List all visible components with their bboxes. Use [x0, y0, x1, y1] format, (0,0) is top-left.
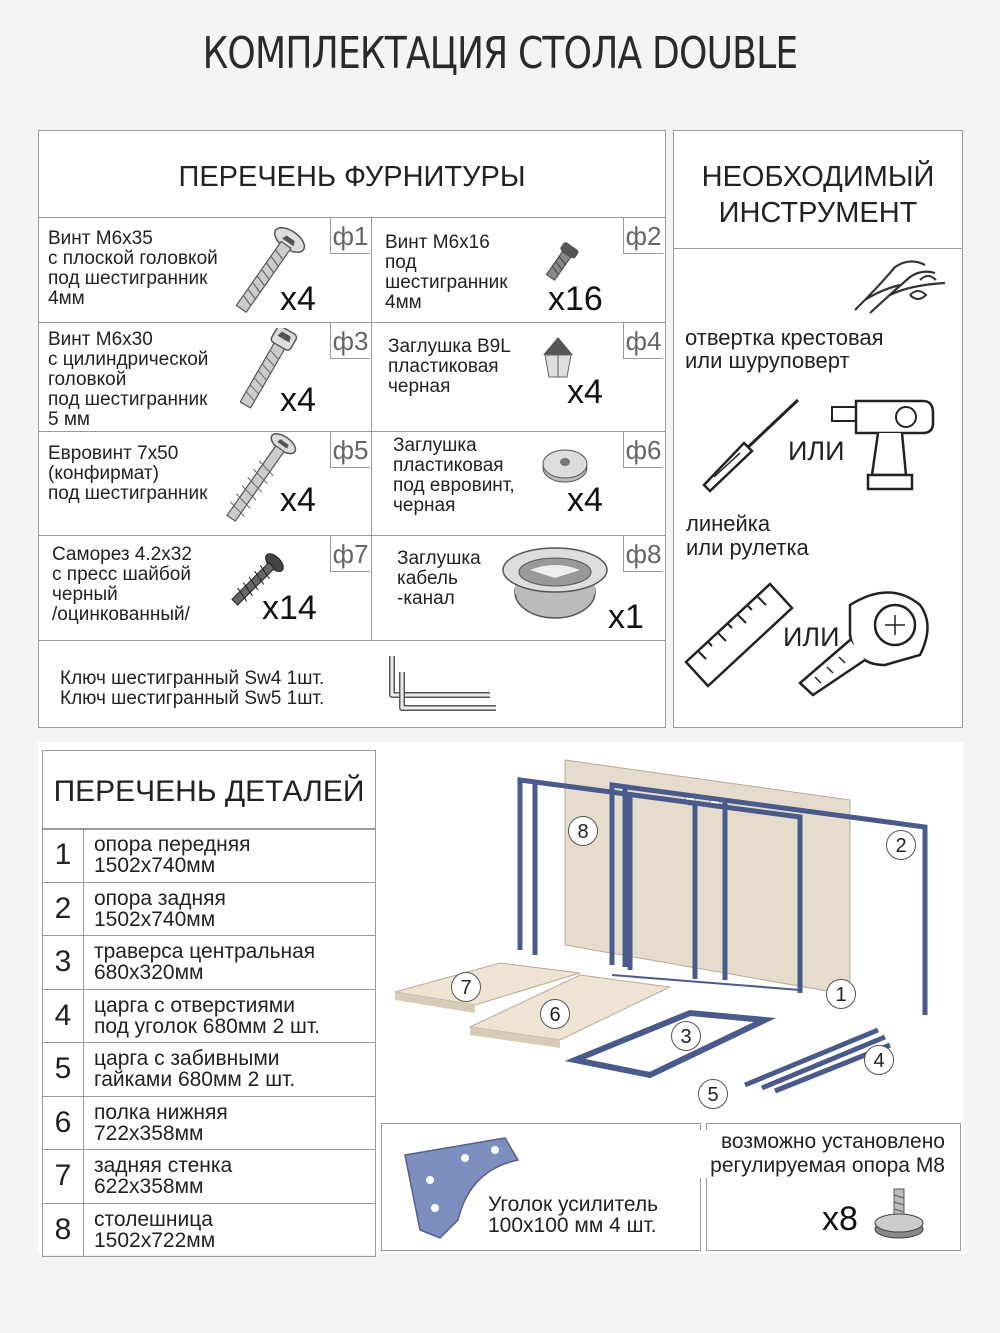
part-description: опора передняя 1502х740мм: [84, 829, 376, 883]
hex-key-icon: [380, 650, 500, 715]
item-text: Винт М6х16 под шестигранник 4мм: [385, 232, 508, 313]
item-code: ф3: [330, 323, 370, 359]
item-text: Саморез 4.2х32 с пресс шайбой черный /оцинкованный/: [52, 544, 192, 625]
table-row: [43, 989, 376, 1043]
cylinder-head-screw-icon: [240, 328, 310, 416]
part-label: 6: [540, 999, 570, 1029]
item-text: Винт М6х30 с цилиндрической головкой под шестигранник 5 мм: [48, 329, 209, 430]
eurobolt-icon: [220, 430, 310, 530]
part-number: 4: [43, 989, 84, 1043]
or-label: ИЛИ: [788, 436, 845, 466]
flat-head-screw-icon: [232, 222, 312, 317]
table-row: [43, 936, 376, 990]
item-qty: x4: [567, 373, 603, 411]
part-description: опора задняя 1502х740мм: [84, 882, 376, 936]
item-qty: x14: [262, 589, 317, 627]
part-label: 1: [826, 979, 856, 1009]
table-row: [43, 829, 376, 883]
item-code: ф5: [330, 432, 370, 468]
page-title: КОМПЛЕКТАЦИЯ СТОЛА DOUBLE: [202, 28, 798, 79]
item-qty: x4: [567, 481, 603, 519]
part-label: 8: [568, 816, 598, 846]
foot-qty: x8: [822, 1200, 858, 1238]
item-code: ф2: [623, 218, 663, 254]
part-description: столешница 1502х722мм: [84, 1203, 376, 1257]
parts-header-box: [42, 750, 376, 830]
hardware-header: ПЕРЕЧЕНЬ ФУРНИТУРЫ: [178, 161, 526, 193]
table-row: [43, 1150, 376, 1204]
item-code: ф8: [623, 536, 663, 572]
hex-keys-text: Ключ шестигранный Sw4 1шт. Ключ шестигранный Sw5 1шт.: [60, 668, 325, 709]
or-label: ИЛИ: [783, 622, 840, 652]
item-text: Заглушка кабель -канал: [397, 548, 481, 609]
tape-measure-icon: [795, 585, 940, 700]
part-label: 2: [886, 830, 916, 860]
part-label: 5: [698, 1079, 728, 1109]
part-description: полка нижняя 722х358мм: [84, 1096, 376, 1150]
ruler-icon: [682, 580, 797, 690]
table-row: [43, 1203, 376, 1257]
item-qty: x1: [608, 598, 644, 636]
table-row: [43, 882, 376, 936]
item-code: ф7: [330, 536, 370, 572]
part-number: 8: [43, 1203, 84, 1257]
item-code: ф4: [623, 323, 663, 359]
part-label: 4: [864, 1045, 894, 1075]
item-qty: x16: [548, 280, 603, 318]
item-code: ф1: [330, 218, 370, 254]
eurobolt-cap-icon: [540, 446, 590, 486]
hand-tool-icon: [850, 255, 950, 320]
short-screw-icon: [538, 240, 583, 285]
tools-header: НЕОБХОДИМЫЙ ИНСТРУМЕНТ: [701, 161, 935, 229]
item-text: Винт М6х35 с плоской головкой под шестигранник 4мм: [48, 228, 218, 309]
part-description: траверса центральная 680х320мм: [84, 936, 376, 990]
screwdriver-text: отвертка крестовая или шуруповерт: [685, 325, 884, 373]
part-number: 3: [43, 936, 84, 990]
table-row: [43, 1096, 376, 1150]
part-label: 3: [671, 1021, 701, 1051]
part-number: 5: [43, 1043, 84, 1097]
bracket-text: Уголок усилитель 100х100 мм 4 шт.: [488, 1193, 659, 1237]
item-text: Заглушка B9L пластиковая черная: [388, 336, 511, 397]
item-qty: x4: [280, 280, 316, 318]
item-qty: x4: [280, 481, 316, 519]
part-number: 6: [43, 1096, 84, 1150]
part-number: 1: [43, 829, 84, 883]
foot-text: возможно установлено регулируемая опора М8: [680, 1130, 945, 1178]
plug-b9l-icon: [533, 335, 583, 380]
item-text: Евровинт 7х50 (конфирмат) под шестигранник: [48, 443, 208, 504]
parts-table: [42, 828, 376, 1257]
part-description: царга с отверстиями под уголок 680мм 2 шт.: [84, 989, 376, 1043]
part-description: задняя стенка 622х358мм: [84, 1150, 376, 1204]
cable-grommet-icon: [500, 542, 610, 628]
item-qty: x4: [280, 381, 316, 419]
ruler-text: линейка или рулетка: [686, 511, 809, 560]
part-number: 2: [43, 882, 84, 936]
part-number: 7: [43, 1150, 84, 1204]
item-text: Заглушка пластиковая под евровинт, черная: [393, 435, 515, 516]
parts-header: ПЕРЕЧЕНЬ ДЕТАЛЕЙ: [53, 775, 365, 808]
adjustable-foot-icon: [872, 1185, 927, 1245]
self-tapping-screw-icon: [228, 552, 293, 622]
drill-icon: [828, 395, 938, 495]
item-code: ф6: [623, 432, 663, 468]
table-row: [43, 1043, 376, 1097]
part-label: 7: [451, 972, 481, 1002]
part-description: царга с забивными гайками 680мм 2 шт.: [84, 1043, 376, 1097]
